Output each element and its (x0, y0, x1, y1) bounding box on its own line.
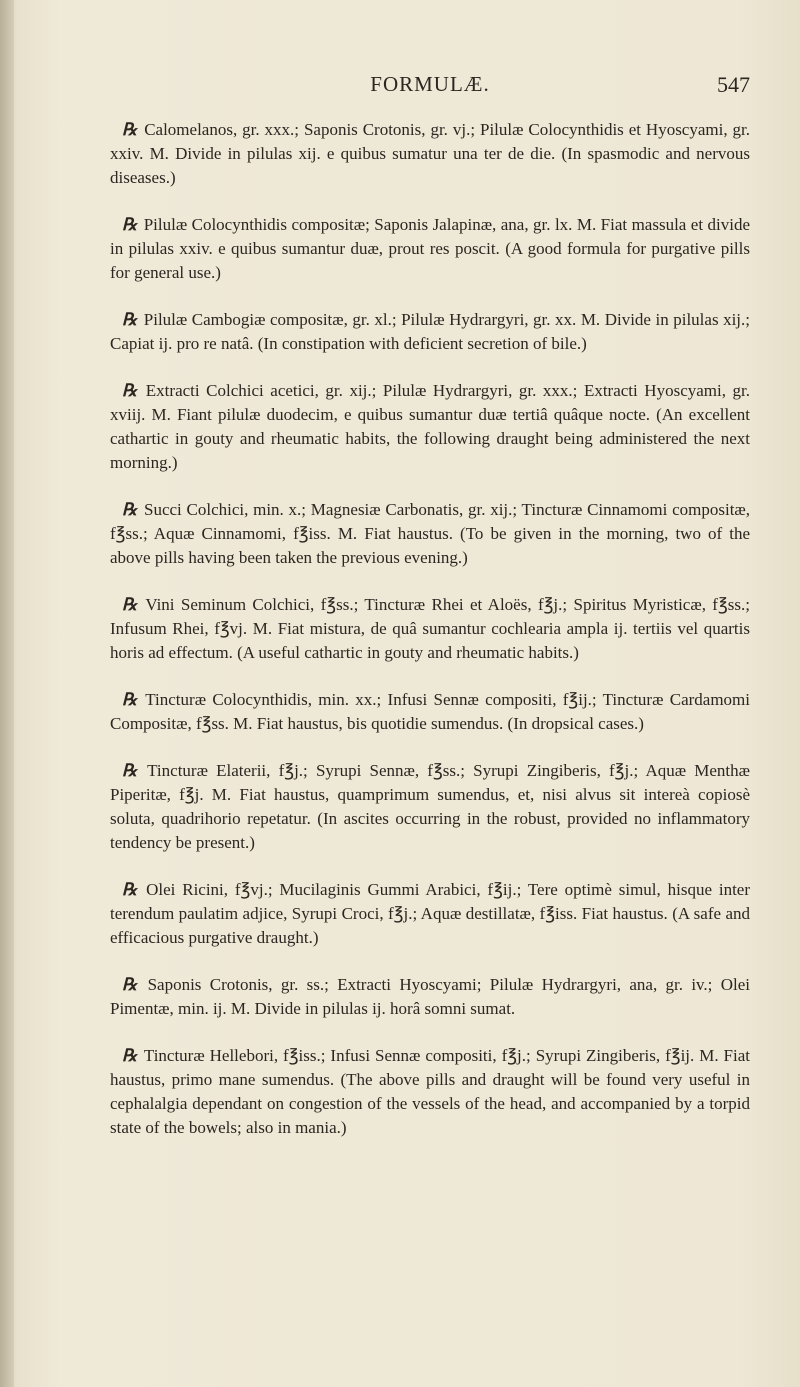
formula-text: Tincturæ Elaterii, f℥j.; Syrupi Sennæ, f℥ss.; Syrupi Zingiberis, f℥j.; Aquæ Menthæ Piperitæ, f℥j. M. Fiat haustus, quamprimum sumendus, et, nisi alvus sit intereà copiosè soluta, quadrihorio repetatur. (In ascites occurring in the robust, provided no inflammatory tendency be present.) (110, 761, 750, 852)
formula-text: Pilulæ Colocynthidis compositæ; Saponis Jalapinæ, ana, gr. lx. M. Fiat massula et divide in pilulas xxiv. e quibus sumantur duæ, prout res poscit. (A good formula for purgative pills for general use.) (110, 215, 750, 282)
formula-text: Succi Colchici, min. x.; Magnesiæ Carbonatis, gr. xij.; Tincturæ Cinnamomi compositæ, f℥ss.; Aquæ Cinnamomi, f℥iss. M. Fiat haustus. (To be given in the morning, two of the above pills having been taken the previous evening.) (110, 500, 751, 567)
formula-entry (110, 593, 750, 665)
formula-list (110, 118, 750, 1163)
formula-entry (110, 759, 750, 855)
recipe-symbol: ℞ (122, 1046, 138, 1065)
recipe-symbol: ℞ (122, 381, 138, 400)
formula-text: Vini Seminum Colchici, f℥ss.; Tincturæ Rhei et Aloës, f℥j.; Spiritus Myristicæ, f℥ss.; Infusum Rhei, f℥vj. M. Fiat mistura, de quâ sumantur cochlearia ampla ij. tertiis vel quartis horis ad effectum. (A useful cathartic in gouty and rheumatic habits.) (110, 595, 750, 662)
formula-text: Saponis Crotonis, gr. ss.; Extracti Hyoscyami; Pilulæ Hydrargyri, ana, gr. iv.; Olei Pimentæ, min. ij. M. Divide in pilulas ij. horâ somni sumat. (110, 975, 750, 1018)
recipe-symbol: ℞ (122, 690, 138, 709)
formula-entry (110, 118, 750, 190)
formula-entry (110, 973, 750, 1021)
formula-text: Tincturæ Colocynthidis, min. xx.; Infusi Sennæ compositi, f℥ij.; Tincturæ Cardamomi Compositæ, f℥ss. M. Fiat haustus, bis quotidie sumendus. (In dropsical cases.) (110, 690, 750, 733)
formula-text: Olei Ricini, f℥vj.; Mucilaginis Gummi Arabici, f℥ij.; Tere optimè simul, hisque inter terendum paulatim adjice, Syrupi Croci, f℥j.; Aquæ destillatæ, f℥iss. Fiat haustus. (A safe and efficacious purgative draught.) (110, 880, 751, 947)
recipe-symbol: ℞ (122, 595, 138, 614)
formula-entry (110, 379, 750, 475)
formula-text: Tincturæ Hellebori, f℥iss.; Infusi Sennæ compositi, f℥j.; Syrupi Zingiberis, f℥ij. M. Fiat haustus, primo mane sumendus. (The above pills and draught will be found very useful in cephalalgia dependant on congestion of the vessels of the head, and accompanied by a torpid state of the bowels; also in mania.) (110, 1046, 750, 1137)
page-header (110, 72, 750, 102)
recipe-symbol: ℞ (122, 880, 138, 899)
running-title: FORMULÆ. (370, 72, 490, 96)
formula-entry (110, 498, 750, 570)
recipe-symbol: ℞ (122, 975, 138, 994)
formula-text: Extracti Colchici acetici, gr. xij.; Pilulæ Hydrargyri, gr. xxx.; Extracti Hyoscyami, gr. xviij. M. Fiant pilulæ duodecim, e quibus sumantur duæ tertiâ quâque nocte. (An excellent cathartic in gouty and rheumatic habits, the following draught being administered the next morning.) (110, 381, 750, 472)
formula-entry (110, 1044, 750, 1140)
recipe-symbol: ℞ (122, 310, 138, 329)
formula-entry (110, 688, 750, 736)
recipe-symbol: ℞ (122, 120, 138, 139)
formula-text: Pilulæ Cambogiæ compositæ, gr. xl.; Pilulæ Hydrargyri, gr. xx. M. Divide in pilulas xij.; Capiat ij. pro re natâ. (In constipation with deficient secretion of bile.) (110, 310, 750, 353)
formula-text: Calomelanos, gr. xxx.; Saponis Crotonis, gr. vj.; Pilulæ Colocynthidis et Hyoscyami, gr. xxiv. M. Divide in pilulas xij. e quibus sumatur una ter de die. (In spasmodic and nervous diseases.) (110, 120, 750, 187)
formula-entry (110, 213, 750, 285)
recipe-symbol: ℞ (122, 761, 138, 780)
recipe-symbol: ℞ (122, 215, 138, 234)
page-spine-shadow (0, 0, 14, 1387)
formula-entry (110, 878, 750, 950)
recipe-symbol: ℞ (122, 500, 138, 519)
page-number: 547 (717, 72, 750, 97)
formula-entry (110, 308, 750, 356)
